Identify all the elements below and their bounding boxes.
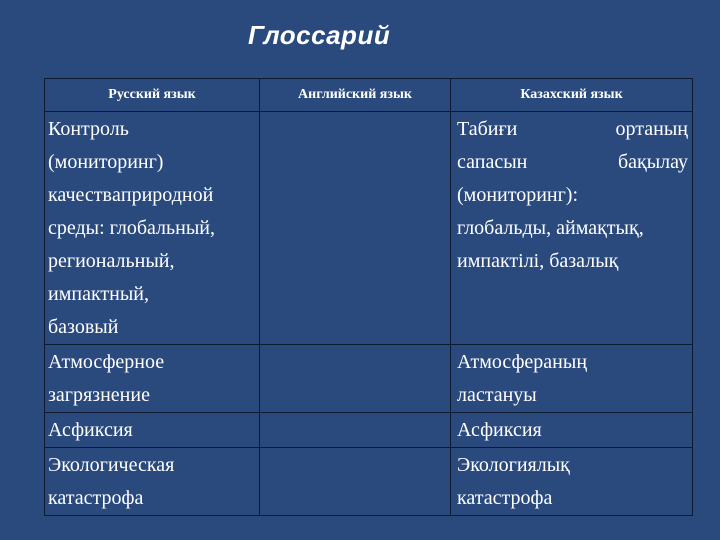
term-line: импактілі, базалық bbox=[457, 250, 619, 272]
term-line: глобальды, аймақтық, bbox=[457, 217, 644, 239]
cell-kazakh bbox=[451, 448, 693, 516]
header-english: Английский язык bbox=[260, 79, 451, 112]
term-english bbox=[260, 448, 450, 449]
table-row bbox=[45, 448, 693, 516]
cell-english bbox=[260, 112, 451, 345]
term-line: Контроль bbox=[48, 118, 129, 140]
cell-kazakh bbox=[451, 112, 693, 345]
term-word: сапасын bbox=[457, 151, 528, 173]
cell-kazakh bbox=[451, 413, 693, 448]
term-line: Экологиялық bbox=[457, 454, 570, 476]
cell-english bbox=[260, 448, 451, 516]
cell-russian bbox=[45, 448, 260, 516]
term-line: катастрофа bbox=[48, 487, 144, 509]
term-line: (мониторинг): bbox=[457, 184, 579, 206]
term-word: ортаның bbox=[615, 118, 688, 140]
table-row bbox=[45, 345, 693, 413]
term-line: импактный, bbox=[48, 283, 149, 305]
cell-english bbox=[260, 413, 451, 448]
table-row bbox=[45, 112, 693, 345]
header-kazakh: Казахский язык bbox=[451, 79, 693, 112]
term-line: Экологическая bbox=[48, 454, 175, 476]
header-russian: Русский язык bbox=[45, 79, 260, 112]
cell-english bbox=[260, 345, 451, 413]
cell-kazakh bbox=[451, 345, 693, 413]
term-line: ластануы bbox=[457, 384, 537, 406]
term-line: региональный, bbox=[48, 250, 175, 272]
term-line: среды: глобальный, bbox=[48, 217, 216, 239]
table-header-row bbox=[45, 79, 693, 112]
term-word: бақылау bbox=[617, 151, 688, 173]
term-line: катастрофа bbox=[457, 487, 553, 509]
term-line: Атмосфераның bbox=[457, 351, 588, 373]
term-line: качествaприродной bbox=[48, 184, 214, 206]
term-line: Асфиксия bbox=[457, 419, 542, 441]
page-title: Глоссарий bbox=[248, 20, 391, 50]
cell-russian bbox=[45, 413, 260, 448]
term-line: (мониторинг) bbox=[48, 151, 164, 173]
cell-russian bbox=[45, 345, 260, 413]
term-line bbox=[457, 113, 688, 146]
term-english bbox=[260, 413, 450, 414]
term-line bbox=[457, 146, 688, 179]
term-line: Асфиксия bbox=[48, 419, 133, 441]
term-line: Атмосферное bbox=[48, 351, 165, 373]
table-row bbox=[45, 413, 693, 448]
term-word: Табиғи bbox=[457, 118, 518, 140]
term-english bbox=[260, 345, 450, 346]
glossary-table bbox=[44, 78, 693, 516]
cell-russian bbox=[45, 112, 260, 345]
term-line: загрязнение bbox=[48, 384, 150, 406]
term-line: базовый bbox=[48, 316, 119, 338]
term-english bbox=[260, 112, 450, 113]
